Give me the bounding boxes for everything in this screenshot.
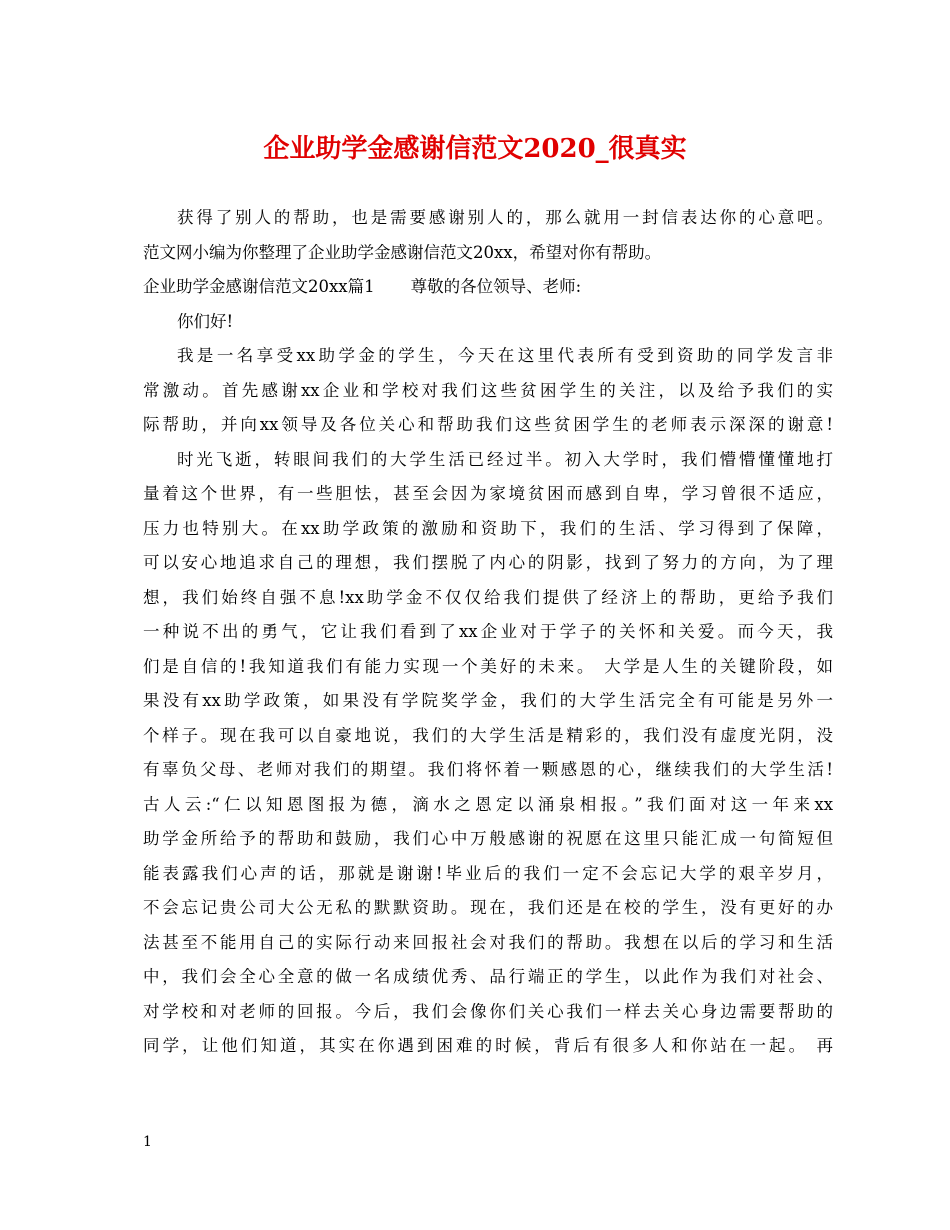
paragraph-line: 个样子。现在我可以自豪地说，我们的大学生活是精彩的，我们没有虚度光阴，没 bbox=[143, 725, 833, 745]
paragraph-line: 想，我们始终自强不息!xx助学金不仅仅给我们提供了经济上的帮助，更给予我们 bbox=[143, 587, 833, 607]
paragraph-line: 时光飞逝，转眼间我们的大学生活已经过半。初入大学时，我们懵懵懂懂地打 bbox=[177, 449, 833, 469]
paragraph-line: 能表露我们心声的话，那就是谢谢!毕业后的我们一定不会忘记大学的艰辛岁月， bbox=[143, 863, 833, 883]
paragraph-line: 压力也特别大。在xx助学政策的激励和资助下，我们的生活、学习得到了保障， bbox=[143, 518, 833, 538]
document-title: 企业助学金感谢信范文2020_很真实 bbox=[263, 134, 687, 164]
paragraph-line: 际帮助，并向xx领导及各位关心和帮助我们这些贫困学生的老师表示深深的谢意! bbox=[143, 415, 833, 434]
paragraph-line: 们是自信的!我知道我们有能力实现一个美好的未来。 大学是人生的关键阶段，如 bbox=[143, 656, 833, 676]
paragraph-line: 同学，让他们知道，其实在你遇到困难的时候，背后有很多人和你站在一起。 再 bbox=[143, 1036, 833, 1055]
paragraph-line: 常激动。首先感谢xx企业和学校对我们这些贫困学生的关注，以及给予我们的实 bbox=[143, 380, 833, 400]
paragraph-line: 我是一名享受xx助学金的学生，今天在这里代表所有受到资助的同学发言非 bbox=[177, 346, 833, 365]
paragraph-line: 助学金所给予的帮助和鼓励，我们心中万般感谢的祝愿在这里只能汇成一句简短但 bbox=[143, 829, 833, 848]
paragraph-line: 不会忘记贵公司大公无私的默默资助。现在，我们还是在校的学生，没有更好的办 bbox=[143, 898, 833, 917]
paragraph-line: 可以安心地追求自己的理想，我们摆脱了内心的阴影，找到了努力的方向，为了理 bbox=[143, 553, 833, 572]
paragraph-line: 古人云:“仁以知恩图报为德，滴水之恩定以涌泉相报。”我们面对这一年来xx bbox=[143, 794, 833, 814]
salutation: 尊敬的各位领导、老师: bbox=[410, 277, 582, 296]
paragraph-line: 对学校和对老师的回报。今后，我们会像你们关心我们一样去关心身边需要帮助的 bbox=[143, 1001, 833, 1021]
document-body bbox=[143, 201, 833, 1064]
paragraph-line: 果没有xx助学政策，如果没有学院奖学金，我们的大学生活完全有可能是另外一 bbox=[143, 691, 833, 710]
paragraph-line: 法甚至不能用自己的实际行动来回报社会对我们的帮助。我想在以后的学习和生活 bbox=[143, 932, 833, 952]
page-number: 1 bbox=[143, 1134, 152, 1150]
section-heading-line bbox=[143, 270, 833, 305]
paragraph-line: 有辜负父母、老师对我们的期望。我们将怀着一颗感恩的心，继续我们的大学生活! bbox=[143, 760, 833, 779]
intro-line: 获得了别人的帮助，也是需要感谢别人的，那么就用一封信表达你的心意吧。 bbox=[177, 208, 833, 227]
paragraph-line: 量着这个世界，有一些胆怯，甚至会因为家境贫困而感到自卑，学习曾很不适应， bbox=[143, 484, 833, 503]
intro-line: 范文网小编为你整理了企业助学金感谢信范文20xx，希望对你有帮助。 bbox=[143, 242, 662, 262]
section-heading: 企业助学金感谢信范文20xx篇1 bbox=[143, 277, 375, 296]
greeting: 你们好! bbox=[177, 311, 234, 331]
paragraph-line: 一种说不出的勇气，它让我们看到了xx企业对于学子的关怀和关爱。而今天，我 bbox=[143, 622, 833, 641]
paragraph-line: 中，我们会全心全意的做一名成绩优秀、品行端正的学生，以此作为我们对社会、 bbox=[143, 967, 833, 986]
